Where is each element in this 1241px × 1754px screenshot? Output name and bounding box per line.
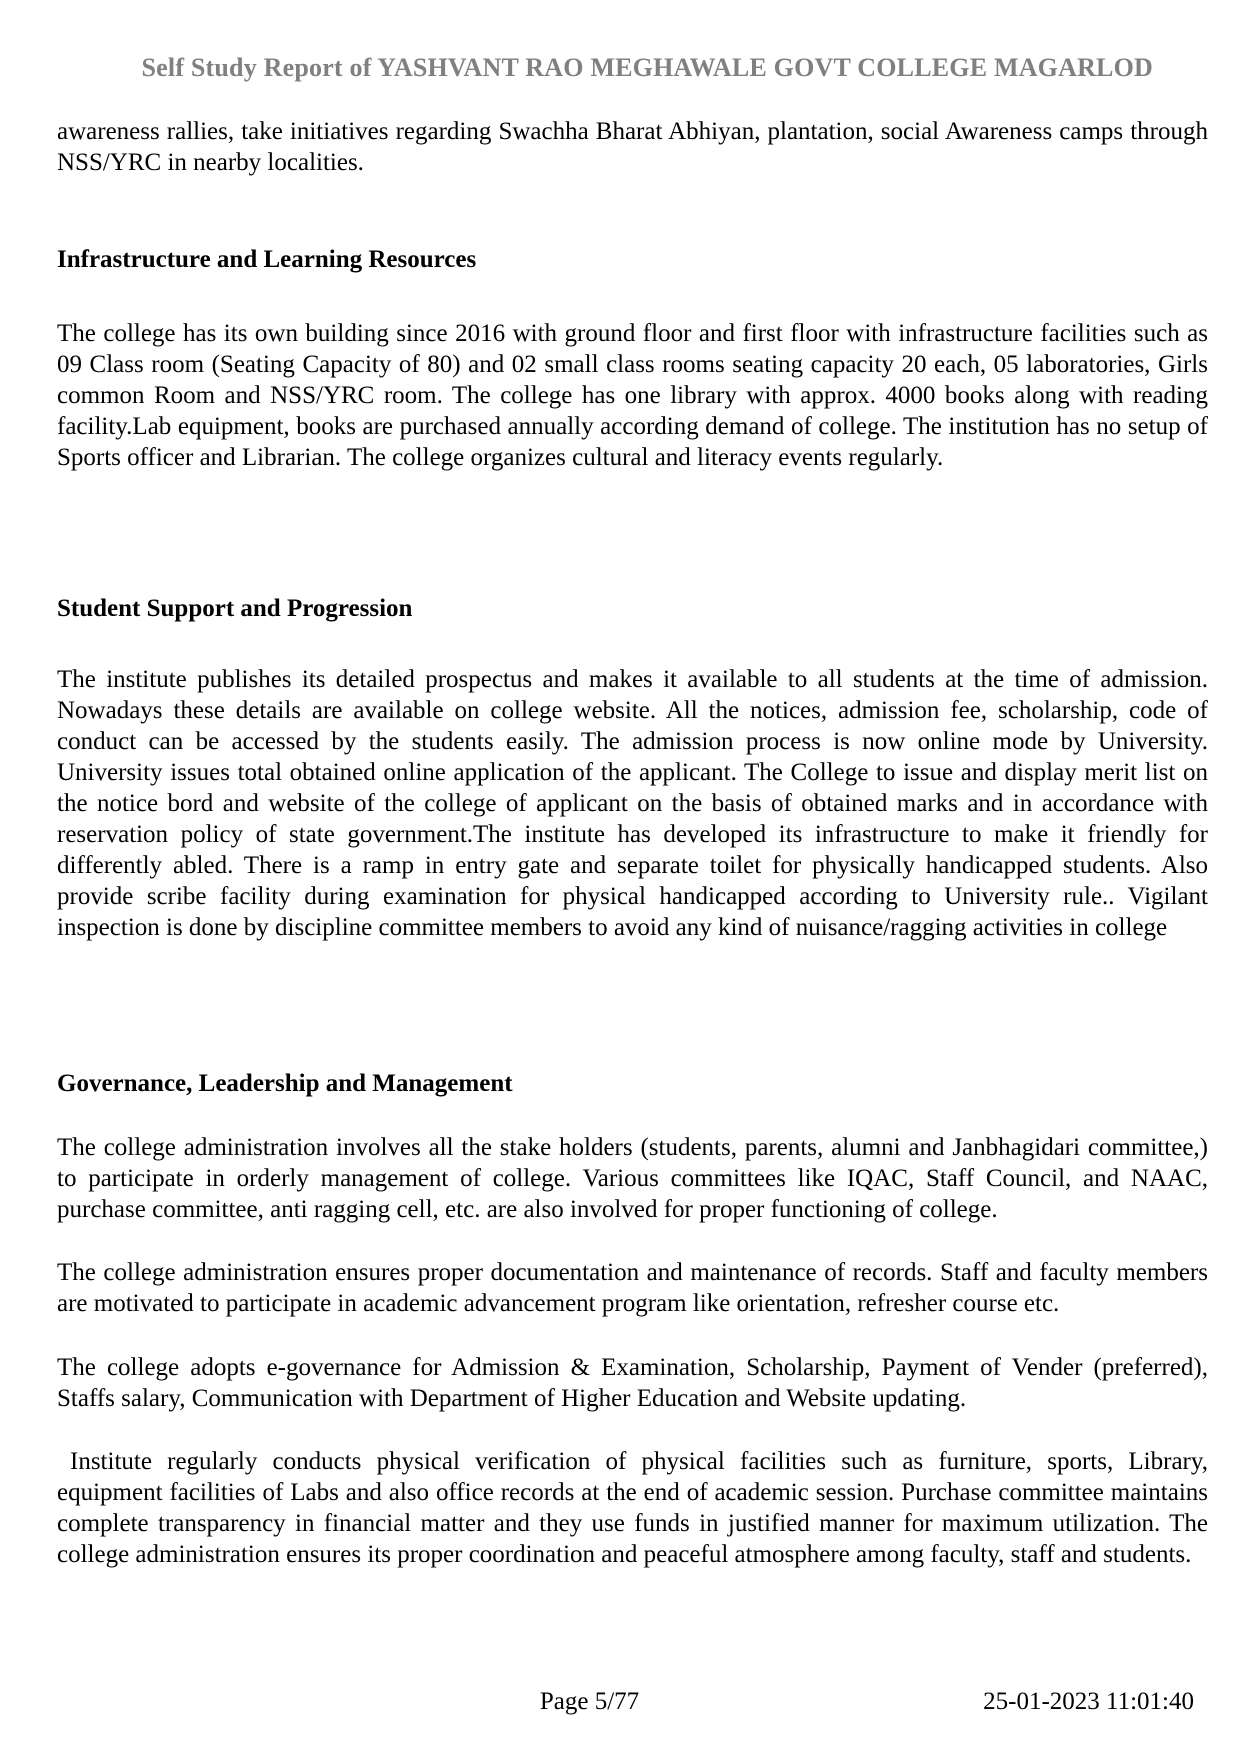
section-paragraph-governance-4: Institute regularly conducts physical verification of physical facilities such as furniture, sports, Library, equipment facilities of Labs and also office records at the end of academic session. Purchase committee maintains complete transparency in financial matter and they use funds in justified manner for maximum utilization. The college administration ensures its proper coordination and peaceful atmosphere among faculty, staff and students. bbox=[57, 1448, 1208, 1568]
section-paragraph-student-support: The institute publishes its detailed prospectus and makes it available to all students at the time of admission. Nowadays these details are available on college website. All the notices, admission fee, scholarship, code of conduct can be accessed by the students easily. The admission process is now online mode by University. University issues total obtained online application of the applicant. The College to issue and display merit list on the notice bord and website of the college of applicant on the basis of obtained marks and in accordance with reservation policy of state government.The institute has developed its infrastructure to make it friendly for differently abled. There is a ramp in entry gate and separate toilet for physically handicapped students. Also provide scribe facility during examination for physical handicapped according to University rule.. Vigilant inspection is done by discipline committee members to avoid any kind of nuisance/ragging activities in college bbox=[57, 666, 1208, 941]
page-footer bbox=[57, 1686, 1208, 1717]
section-paragraph-governance-3: The college adopts e-governance for Admission & Examination, Scholarship, Payment of Vender (preferred), Staffs salary, Communication with Department of Higher Education and Website updating. bbox=[57, 1354, 1208, 1412]
section-paragraph-governance-1: The college administration involves all the stake holders (students, parents, alumni and Janbhagidari committee,) to participate in orderly management of college. Various committees like IQAC, Staff Council, and NAAC, purchase committee, anti ragging cell, etc. are also involved for proper functioning of college. bbox=[57, 1134, 1208, 1223]
report-header-title: Self Study Report of YASHVANT RAO MEGHAWALE GOVT COLLEGE MAGARLOD bbox=[141, 53, 1153, 82]
intro-paragraph: awareness rallies, take initiatives regarding Swachha Bharat Abhiyan, plantation, social Awareness camps through NSS/YRC in nearby localities. bbox=[57, 118, 1208, 176]
section-heading-infrastructure: Infrastructure and Learning Resources bbox=[57, 246, 477, 273]
section-heading-governance: Governance, Leadership and Management bbox=[57, 1070, 513, 1097]
page-number: Page 5/77 bbox=[539, 1688, 640, 1715]
footer-timestamp: 25-01-2023 11:01:40 bbox=[983, 1688, 1194, 1715]
section-heading-student-support: Student Support and Progression bbox=[57, 595, 413, 622]
section-paragraph-governance-2: The college administration ensures proper documentation and maintenance of records. Staff and faculty members are motivated to participate in academic advancement program like orientation, refresher course etc. bbox=[57, 1259, 1208, 1317]
section-paragraph-infrastructure: The college has its own building since 2016 with ground floor and first floor with infrastructure facilities such as 09 Class room (Seating Capacity of 80) and 02 small class rooms seating capacity 20 each, 05 laboratories, Girls common Room and NSS/YRC room. The college has one library with approx. 4000 books along with reading facility.Lab equipment, books are purchased annually according demand of college. The institution has no setup of Sports officer and Librarian. The college organizes cultural and literacy events regularly. bbox=[57, 320, 1208, 471]
